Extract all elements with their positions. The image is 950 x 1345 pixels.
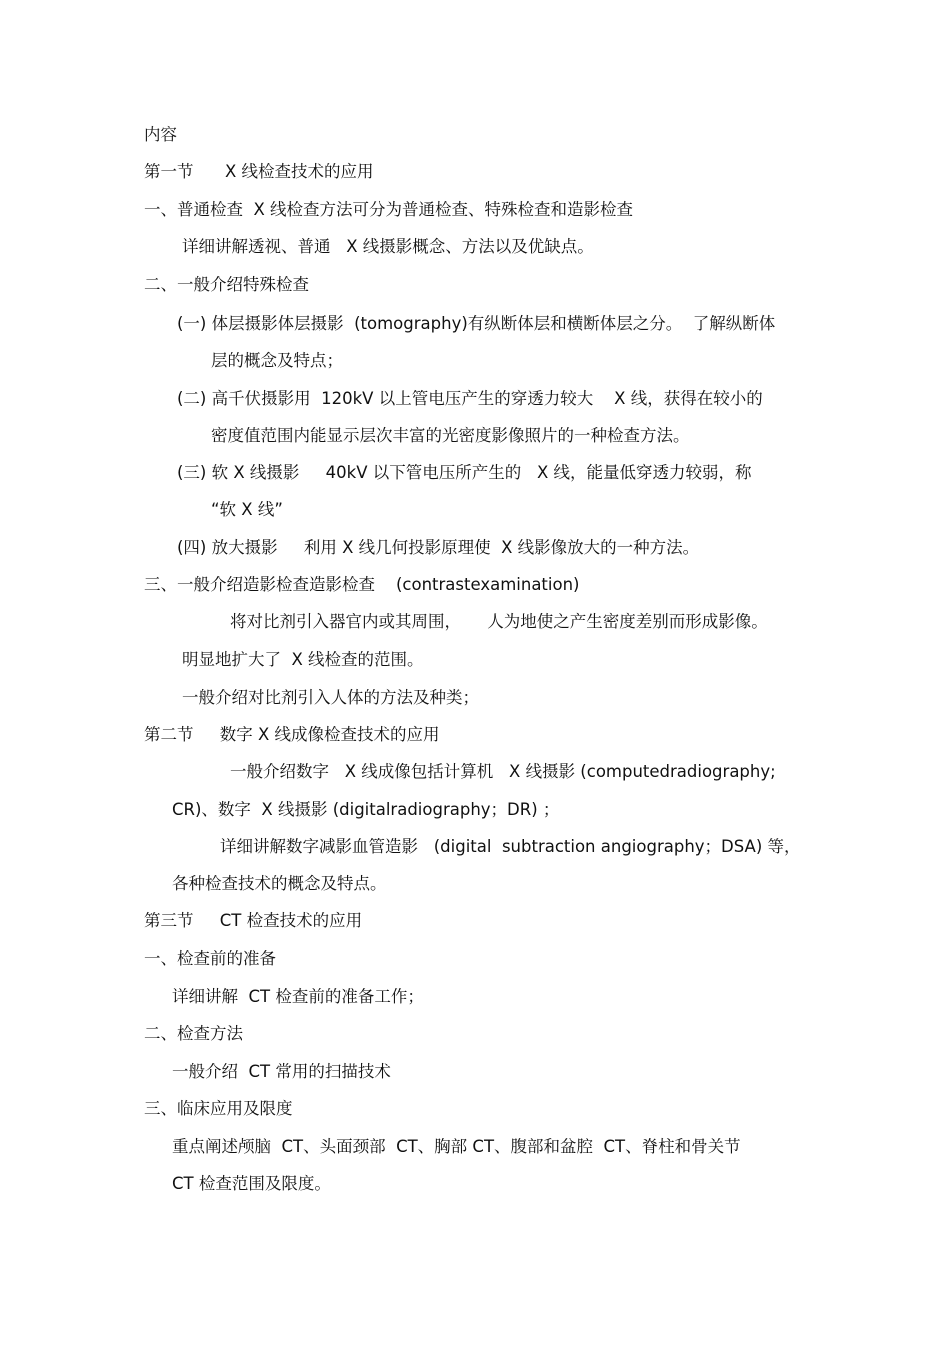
ct-item-3-detail: 重点阐述颅脑 CT、头面颈部 CT、胸部 CT、腹部和盆腔 CT、脊柱和骨关节	[172, 1137, 741, 1156]
item-2-special-exam: 二、一般介绍特殊检查	[144, 275, 309, 294]
sub-3-soft-xray-cont: “软 X 线”	[211, 500, 283, 519]
sub-2-high-kv: (二) 高千伏摄影用 120kV 以上管电压产生的穿透力较大 X 线，获得在较小的	[177, 389, 763, 408]
item-3-detail-1: 将对比剂引入器官内或其周围， 人为地使之产生密度差别而形成影像。	[230, 612, 768, 631]
item-3-detail-3: 一般介绍对比剂引入人体的方法及种类；	[182, 688, 479, 707]
sub-4-magnification: (四) 放大摄影 利用 X 线几何投影原理使 X 线影像放大的一种方法。	[177, 538, 700, 557]
sub-1-tomography: (一) 体层摄影体层摄影 (tomography)有纵断体层和横断体层之分。 了解纵断体	[177, 314, 776, 333]
ct-item-2-detail: 一般介绍 CT 常用的扫描技术	[172, 1062, 391, 1081]
item-1-detail: 详细讲解透视、普通 X 线摄影概念、方法以及优缺点。	[182, 237, 594, 256]
sub-1-tomography-cont: 层的概念及特点；	[211, 351, 343, 370]
section-2-cr-cont: CR)、数字 X 线摄影 (digitalradiography；DR) ；	[172, 800, 560, 819]
item-3-contrast-exam: 三、一般介绍造影检查造影检查 (contrastexamination)	[144, 575, 580, 594]
section-2-dsa: 详细讲解数字减影血管造影 (digital subtraction angiography；DSA) 等，	[220, 837, 801, 856]
ct-item-3-clinical: 三、临床应用及限度	[144, 1099, 293, 1118]
section-1-title: 第一节 X 线检查技术的应用	[144, 162, 374, 181]
section-2-cr: 一般介绍数字 X 线成像包括计算机 X 线摄影 (computedradiography;	[230, 762, 776, 781]
ct-item-3-detail-cont: CT 检查范围及限度。	[172, 1174, 331, 1193]
heading-contents: 内容	[144, 125, 177, 144]
ct-item-1-preparation: 一、检查前的准备	[144, 949, 276, 968]
section-3-title: 第三节 CT 检查技术的应用	[144, 911, 363, 930]
item-1-general-exam: 一、普通检查 X 线检查方法可分为普通检查、特殊检查和造影检查	[144, 200, 634, 219]
item-3-detail-2: 明显地扩大了 X 线检查的范围。	[182, 650, 424, 669]
sub-2-high-kv-cont: 密度值范围内能显示层次丰富的光密度影像照片的一种检查方法。	[211, 426, 690, 445]
section-2-dsa-cont: 各种检查技术的概念及特点。	[172, 874, 387, 893]
ct-item-1-detail: 详细讲解 CT 检查前的准备工作；	[172, 987, 424, 1006]
ct-item-2-methods: 二、检查方法	[144, 1024, 243, 1043]
section-2-title: 第二节 数字 X 线成像检查技术的应用	[144, 725, 440, 744]
sub-3-soft-xray: (三) 软 X 线摄影 40kV 以下管电压所产生的 X 线，能量低穿透力较弱，称	[177, 463, 752, 482]
